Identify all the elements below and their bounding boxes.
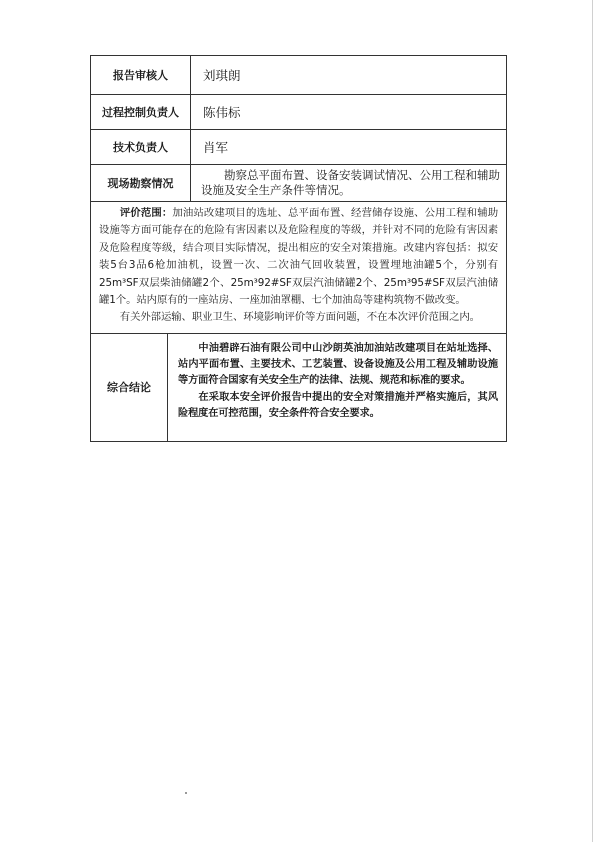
site-survey-value: 勘察总平面布置、设备安装调试情况、公用工程和辅助设施及安全生产条件等情况。	[201, 168, 500, 197]
row-technical-lead	[91, 130, 506, 165]
scope-note: 有关外部运输、职业卫生、环境影响评价等方面问题，不在本次评价范围之内。	[119, 311, 480, 324]
technical-lead-value: 肖军	[203, 140, 229, 155]
row-conclusion	[91, 334, 506, 441]
scope-lead: 评价范围：	[119, 207, 173, 219]
row-report-reviewer	[91, 56, 506, 95]
site-survey-label: 现场勘察情况	[91, 165, 191, 201]
scan-speck	[185, 792, 187, 794]
conclusion-label: 综合结论	[91, 334, 168, 441]
assessment-form-table	[90, 55, 507, 442]
report-reviewer-value: 刘琪朗	[203, 68, 241, 83]
process-control-value: 陈伟标	[203, 105, 241, 120]
conclusion-text	[168, 334, 506, 441]
process-control-label: 过程控制负责人	[91, 95, 191, 129]
evaluation-scope	[91, 202, 506, 333]
scope-text: 加油站改建项目的选址、总平面布置、经营储存设施、公用工程和辅助设施等方面可能存在的危险有害因素以及危险程度的等级，并针对不同的危险有害因素及危险程度等级，结合项目实际情况，提出相应的安全对策措施。改建内容包括：拟安装5台3品6枪加油机，设置一次、二次油气回收装置，设置埋地油罐5个，分别有25m³SF双层柴油储罐2个、25m³92#SF双层汽油储罐2个、25m³95#SF双层汽油储罐1个。站内原有的一座站房、一座加油罩棚、七个加油岛等建构筑物不做改变。	[99, 207, 498, 307]
row-site-survey	[91, 165, 506, 202]
technical-lead-label: 技术负责人	[91, 130, 191, 164]
row-process-control	[91, 95, 506, 130]
report-reviewer-label: 报告审核人	[91, 56, 191, 94]
conclusion-paragraph-1: 中油碧辟石油有限公司中山沙朗英油加油站改建项目在站址选择、站内平面布置、主要技术、工艺装置、设备设施及公用工程及辅助设施等方面符合国家有关安全生产的法律、法规、规范和标准的要求。	[178, 342, 498, 387]
conclusion-paragraph-2: 在采取本安全评价报告中提出的安全对策措施并严格实施后，其风险程度在可控范围，安全条件符合安全要求。	[178, 391, 498, 420]
page-edge	[592, 0, 593, 842]
scope-paragraph	[99, 205, 498, 309]
row-evaluation-scope	[91, 202, 506, 334]
